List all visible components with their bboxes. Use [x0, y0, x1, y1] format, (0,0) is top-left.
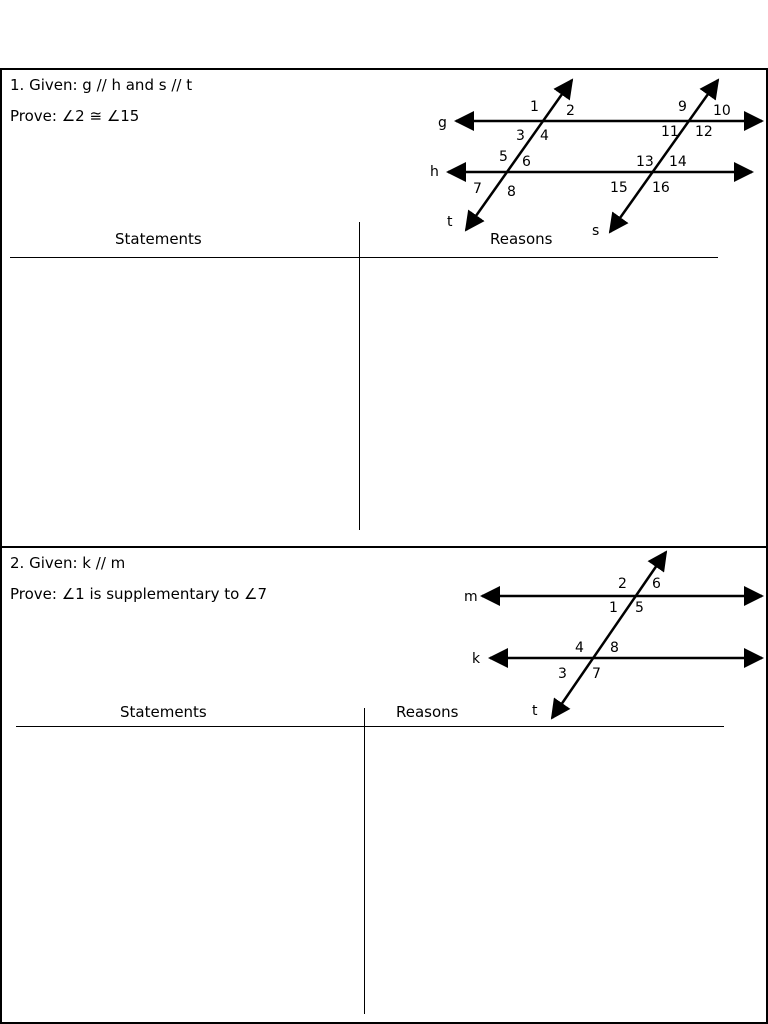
angle-10: 10: [713, 103, 731, 119]
problem-1-prove: Prove: ∠2 ≅ ∠15: [10, 107, 140, 125]
problem-2-figure: [452, 548, 768, 724]
label-s: s: [592, 223, 600, 239]
angle-7: 7: [473, 181, 482, 197]
problem-1-reasons-area[interactable]: [362, 260, 718, 530]
angle-15: 15: [610, 180, 628, 196]
label-h: h: [430, 164, 439, 180]
problem-2-prove: Prove: ∠1 is supplementary to ∠7: [10, 585, 268, 603]
problem-2-reasons-header: Reasons: [396, 703, 459, 721]
problem-2-statements-header: Statements: [120, 703, 207, 721]
angle-5: 5: [499, 149, 508, 165]
problem-2-header-rule: [16, 726, 724, 727]
angle-6: 6: [522, 154, 531, 170]
problem-2-reasons-area[interactable]: [368, 729, 724, 1014]
angle-4: 4: [540, 128, 549, 144]
angle-2: 2: [566, 103, 575, 119]
problem-2-given: 2. Given: k // m: [10, 554, 126, 572]
angle-8: 8: [507, 184, 516, 200]
problem-1-figure: [422, 72, 768, 242]
problem-1-given: 1. Given: g // h and s // t: [10, 76, 193, 94]
angle-12: 12: [695, 124, 713, 140]
label-t: t: [532, 703, 538, 719]
angle-7: 7: [592, 666, 601, 682]
label-k: k: [472, 651, 481, 667]
angle-3: 3: [558, 666, 567, 682]
problem-2: [0, 546, 768, 1024]
angle-4: 4: [575, 640, 584, 656]
angle-1: 1: [609, 600, 618, 616]
angle-8: 8: [610, 640, 619, 656]
angle-13: 13: [636, 154, 654, 170]
angle-16: 16: [652, 180, 670, 196]
problem-2-column-divider: [364, 708, 365, 1014]
angle-5: 5: [635, 600, 644, 616]
angle-9: 9: [678, 99, 687, 115]
problem-1-reasons-header: Reasons: [490, 230, 553, 248]
line-t: [552, 552, 666, 718]
angle-11: 11: [661, 124, 679, 140]
angle-2: 2: [618, 576, 627, 592]
line-s: [610, 80, 718, 232]
problem-1-statements-area[interactable]: [10, 260, 358, 530]
problem-1-header-rule: [10, 257, 718, 258]
label-t: t: [447, 214, 453, 230]
angle-1: 1: [530, 99, 539, 115]
line-t: [466, 80, 572, 230]
label-g: g: [438, 115, 447, 131]
problem-1: [0, 68, 768, 548]
angle-14: 14: [669, 154, 687, 170]
problem-2-statements-area[interactable]: [16, 729, 362, 1014]
label-m: m: [464, 589, 478, 605]
angle-6: 6: [652, 576, 661, 592]
problem-1-column-divider: [359, 222, 360, 530]
angle-3: 3: [516, 128, 525, 144]
problem-1-statements-header: Statements: [115, 230, 202, 248]
